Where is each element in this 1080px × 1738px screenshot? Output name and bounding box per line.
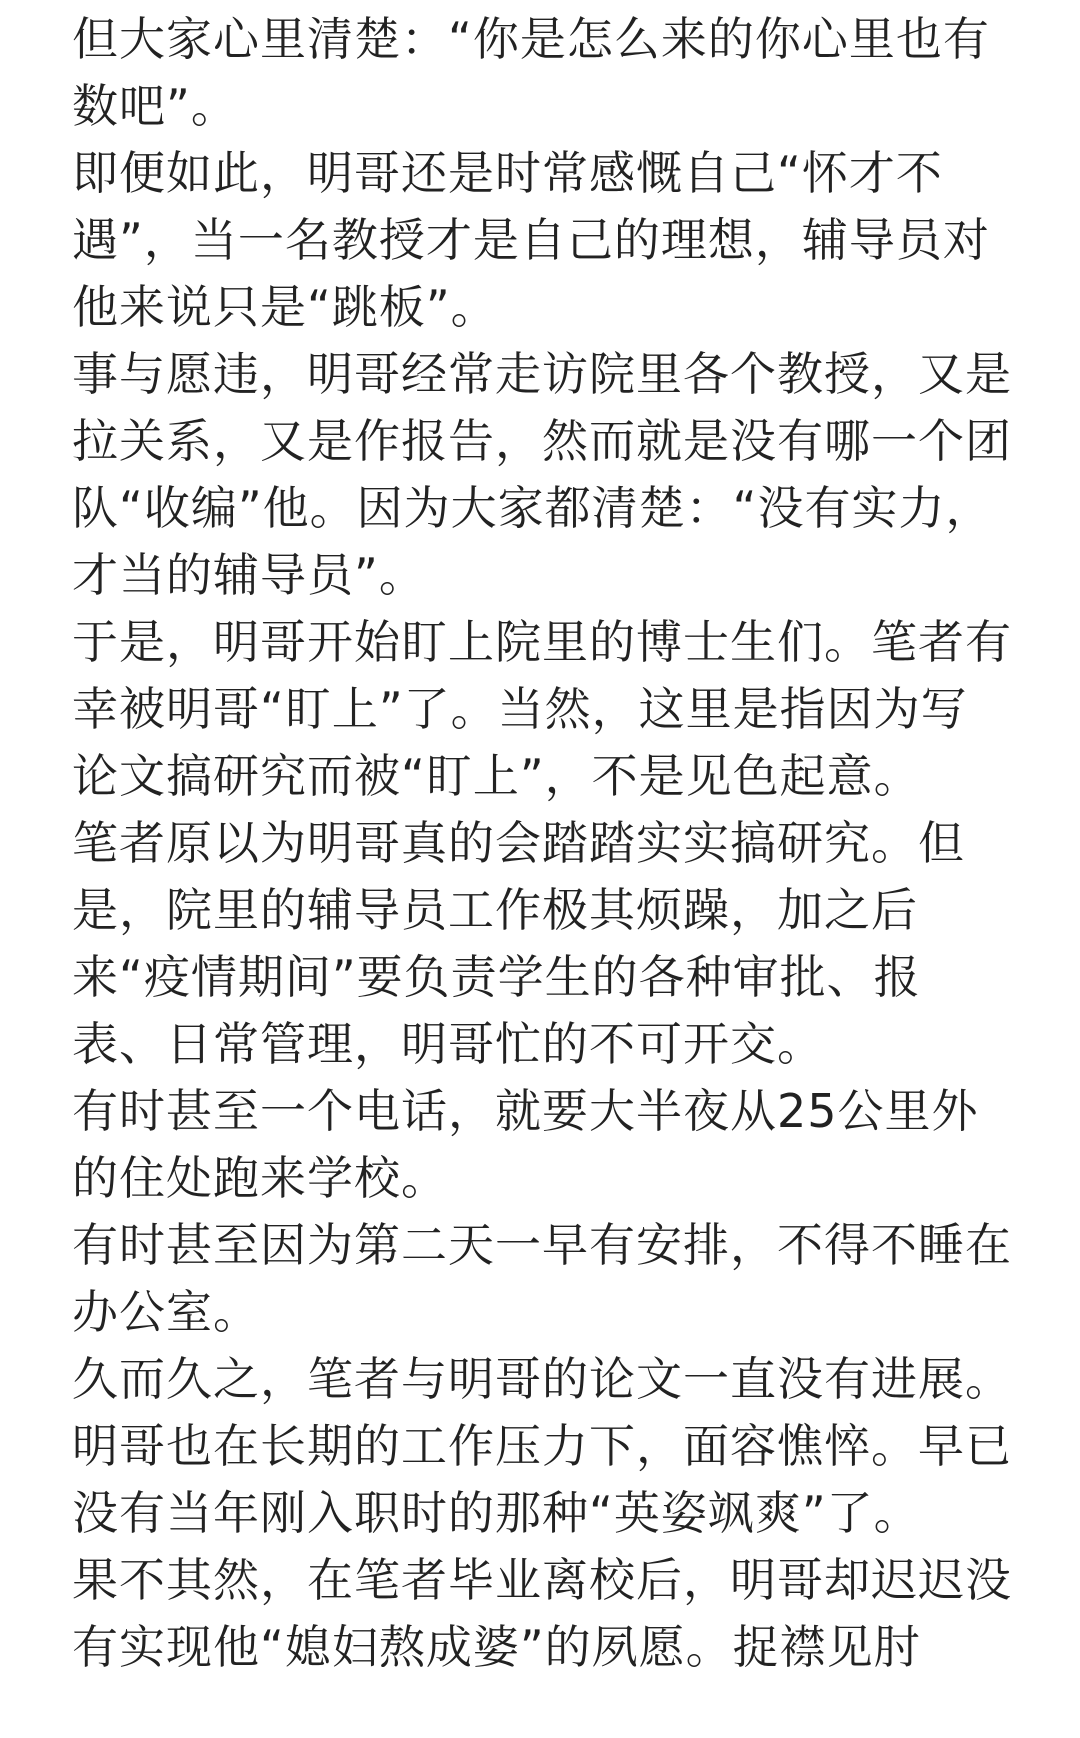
- paragraph: 于是，明哥开始盯上院里的博士生们。笔者有幸被明哥“盯上”了。当然，这里是指因为写论文搞研究而被“盯上”，不是见色起意。: [72, 615, 1012, 803]
- paragraph: 久而久之，笔者与明哥的论文一直没有进展。: [72, 1352, 1012, 1406]
- paragraph: 有时甚至因为第二天一早有安排，不得不睡在办公室。: [72, 1218, 1012, 1339]
- paragraph: 笔者原以为明哥真的会踏踏实实搞研究。但是，院里的辅导员工作极其烦躁，加之后来“疫情期间”要负责学生的各种审批、报表、日常管理，明哥忙的不可开交。: [72, 816, 965, 1071]
- paragraph: 事与愿违，明哥经常走访院里各个教授，又是拉关系，又是作报告，然而就是没有哪一个团队“收编”他。因为大家都清楚：“没有实力，才当的辅导员”。: [72, 347, 1012, 602]
- paragraph: 即便如此，明哥还是时常感慨自己“怀才不遇”，当一名教授才是自己的理想，辅导员对他来说只是“跳板”。: [72, 146, 990, 334]
- article-body: [72, 6, 1012, 1681]
- paragraph: 明哥也在长期的工作压力下，面容憔悴。早已没有当年刚入职时的那种“英姿飒爽”了。: [72, 1419, 1012, 1540]
- paragraph: 有时甚至一个电话，就要大半夜从25公里外的住处跑来学校。: [72, 1084, 979, 1205]
- paragraph: 但大家心里清楚：“你是怎么来的你心里也有数吧”。: [72, 12, 990, 133]
- paragraph: 果不其然，在笔者毕业离校后，明哥却迟迟没有实现他“媳妇熬成婆”的夙愿。捉襟见肘: [72, 1553, 1012, 1674]
